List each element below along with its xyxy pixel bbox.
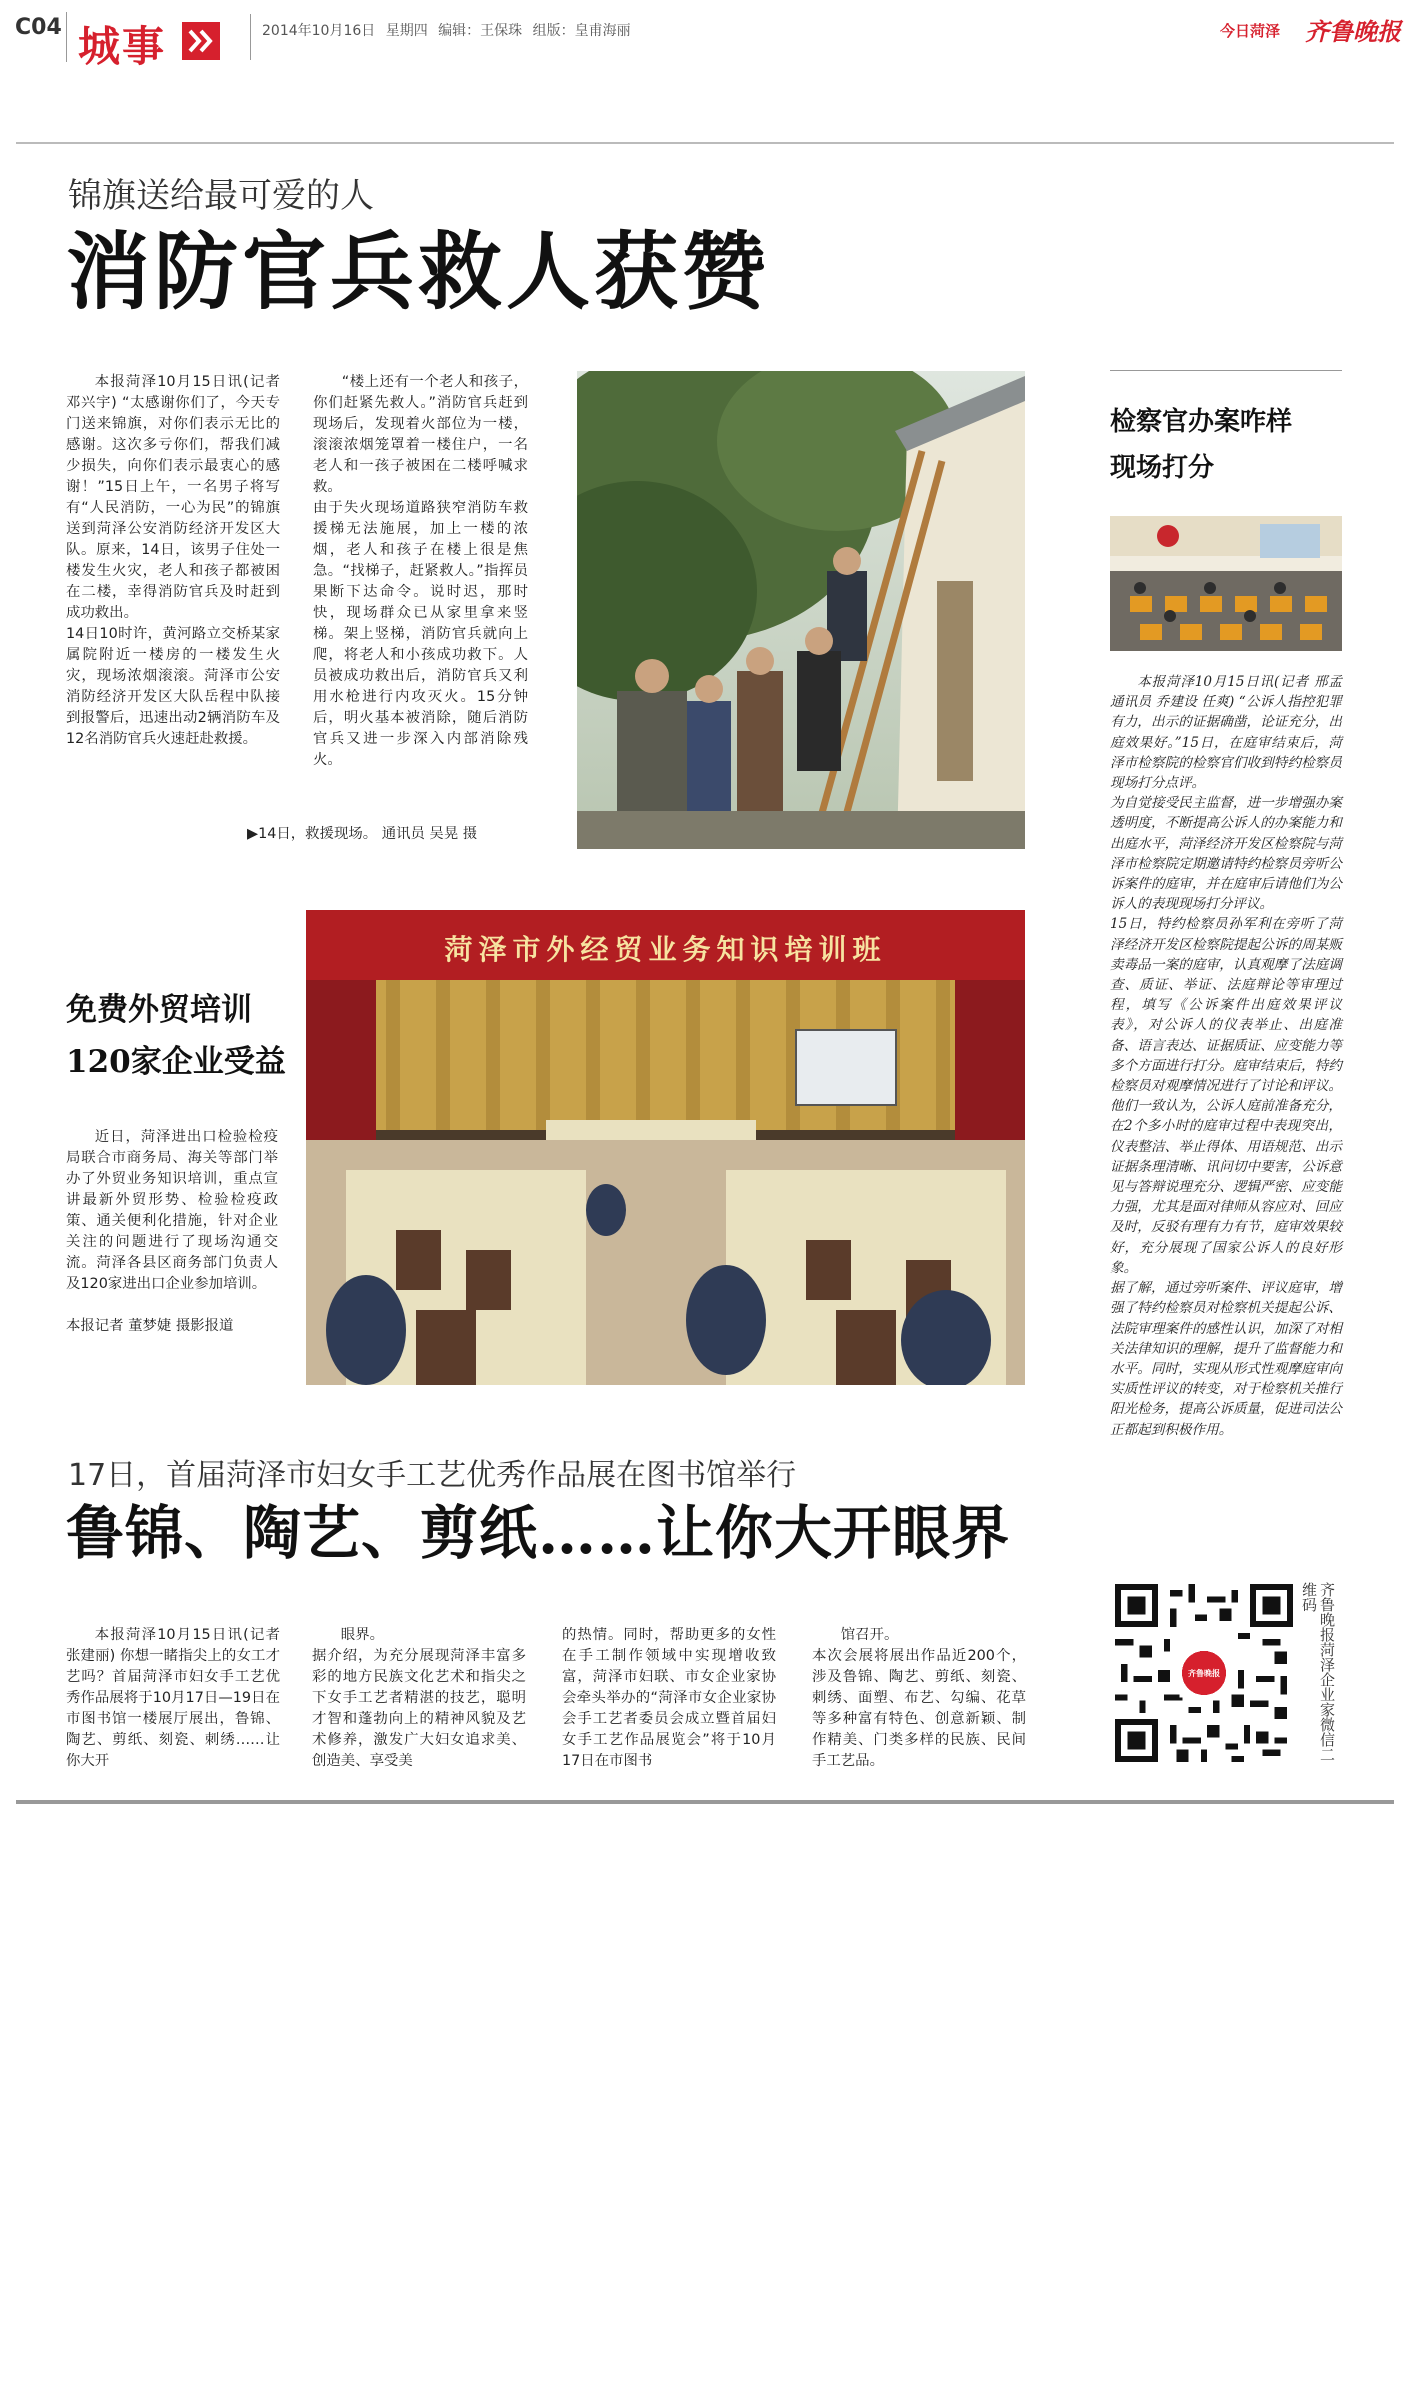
story3-kicker: 17日，首届菏泽市妇女手工艺优秀作品展在图书馆举行	[68, 1458, 797, 1493]
header-rule	[16, 142, 1394, 144]
section-title: 城事	[78, 22, 167, 71]
double-chevron-icon	[182, 22, 220, 60]
training-class-photo	[306, 910, 1025, 1385]
story2-title-line1: 免费外贸培训	[66, 992, 252, 1028]
story1-headline: 消防官兵救人获赞	[66, 222, 771, 321]
story1-kicker: 锦旗送给最可爱的人	[68, 176, 374, 216]
courtroom-photo	[1110, 516, 1342, 651]
story3-column-1: 本报菏泽10月15日讯(记者 张建丽) 你想一睹指尖上的女工才艺吗？首届菏泽市妇女手工艺优秀作品展将于10月17日—19日在市图书馆一楼展厅展出，鲁锦、陶艺、剪纸、刻瓷、刺绣……让你大开	[66, 1627, 280, 1769]
sidebar-title-line2: 现场打分	[1110, 453, 1215, 483]
story3-column-2: 眼界。 据介绍，为充分展现菏泽丰富多彩的地方民族文化艺术和指尖之下女手工艺者精湛的技艺，聪明才智和蓬勃向上的精神风貌及艺术修养，激发广大妇女追求美、创造美、享受美	[312, 1627, 526, 1769]
today-label: 今日菏泽	[1220, 22, 1281, 40]
issue-meta: 2014年10月16日 星期四 编辑：王保珠 组版：皇甫海丽	[262, 23, 631, 39]
story2-byline: 本报记者 董梦婕 摄影报道	[66, 1318, 234, 1334]
story3-headline: 鲁锦、陶艺、剪纸……让你大开眼界	[66, 1499, 1011, 1567]
fire-rescue-photo	[577, 371, 1025, 849]
section-brand	[78, 10, 238, 71]
header-divider	[66, 12, 67, 62]
story2-text: 近日，菏泽进出口检验检疫局联合市商务局、海关等部门举办了外贸业务知识培训，重点宣讲最新外贸形势、检验检疫政策、通关便利化措施，针对企业关注的问题进行了现场沟通交流。菏泽各县区商务部门负责人及120家进出口企业参加培训。	[66, 1129, 278, 1292]
story1-column-2: “楼上还有一个老人和孩子，你们赶紧先救人。”消防官兵赶到现场后，发现着火部位为一楼，滚滚浓烟笼罩着一楼住户，一名老人和一孩子被困在二楼呼喊求救。 由于失火现场道路狭窄消防车救援梯无法施展，加上一楼的浓烟，老人和孩子在楼上很是焦急。“找梯子，赶紧救人。”指挥员果断下达命令。说时迟，那时快，现场群众已从家里拿来竖梯。架上竖梯，消防官兵就向上爬，将老人和小孩成功救下。人员被成功救出后，消防官兵又利用水枪进行内攻灭火。15分钟后，明火基本被消除，随后消防官兵又进一步深入内部消除残火。	[313, 374, 528, 768]
qr-caption: 齐鲁晚报菏泽企业家微信二维码	[1300, 1582, 1336, 1762]
story1-photo-caption: ▶14日，救援现场。 通讯员 吴晃 摄	[247, 826, 478, 842]
newspaper-logo: 齐鲁晚报	[1305, 17, 1401, 46]
training-banner-text: 菏泽市外经贸业务知识培训班	[444, 933, 887, 966]
story2-title-line2: 120家企业受益	[66, 1044, 286, 1080]
story3-column-3: 的热情。同时，帮助更多的女性在手工制作领域中实现增收致富，菏泽市妇联、市女企业家协会牵头举办的“菏泽市女企业家协会手工艺者委员会成立暨首届妇女手工艺作品展览会”将于10月17日在市图书	[562, 1627, 776, 1769]
sidebar-text: 本报菏泽10月15日讯(记者 邢孟 通讯员 乔建设 任爽) “公诉人指控犯罪有力，出示的证据确凿，论证充分，出庭效果好。”15日，在庭审结束后，菏泽市检察院的检察官们收到特约检察员现场打分点评。 为自觉接受民主监督，进一步增强办案透明度，不断提高公诉人的办案能力和出庭水平，菏泽经济开发区检察院与菏泽市检察院定期邀请特约检察员旁听公诉案件的庭审，并在庭审后请他们为公诉人的表现现场打分评议。 15日，特约检察员孙军利在旁听了菏泽经济开发区检察院提起公诉的周某贩卖毒品一案的庭审，认真观摩了法庭调查、质证、举证、法庭辩论等审理过程，填写《公诉案件出庭效果评议表》，对公诉人的仪表举止、出庭准备、语言表达、证据质证、应变能力等多个方面进行打分。庭审结束后，特约检察员对观摩情况进行了讨论和评议。他们一致认为，公诉人庭前准备充分，在2个多小时的庭审过程中表现突出，仪表整洁、举止得体、用语规范、出示证据条理清晰、讯问切中要害，公诉意见与答辩说理充分、逻辑严密、应变能力强，尤其是面对律师从容应对、回应及时，反驳有理有力有节，庭审效果较好，充分展现了国家公诉人的良好形象。 据了解，通过旁听案件、评议庭审，增强了特约检察员对检察机关提起公诉、法院审理案件的感性认识，加深了对相关法律知识的理解，提升了监督能力和水平。同时，实现从形式性观摩庭审向实质性评议的转变，对于检察机关推行阳光检务，提高公诉质量，促进司法公正都起到积极作用。	[1110, 674, 1342, 1438]
story1-column-1: 本报菏泽10月15日讯(记者 邓兴宇) “太感谢你们了，今天专门送来锦旗，对你们表示无比的感谢。这次多亏你们，帮我们减少损失，向你们表示最衷心的感谢！”15日上午，一名男子将写有“人民消防，一心为民”的锦旗送到菏泽公安消防经济开发区大队。原来，14日，该男子住处一楼发生火灾，老人和孩子都被困在二楼，幸得消防官兵及时赶到成功救出。 14日10时许，黄河路立交桥某家属院附近一楼房的一楼发生火灾，现场浓烟滚滚。菏泽市公安消防经济开发区大队岳程中队接到报警后，迅速出动2辆消防车及12名消防官兵火速赶赴救援。	[66, 374, 280, 747]
header-divider	[250, 14, 251, 60]
page-number: C04	[15, 15, 62, 40]
qr-code	[1115, 1584, 1293, 1762]
qr-badge: 齐鲁晚报	[1188, 1669, 1220, 1678]
footer-rule	[16, 1800, 1394, 1804]
story3-column-4: 馆召开。 本次会展将展出作品近200个，涉及鲁锦、陶艺、剪纸、刻瓷、刺绣、面塑、布艺、勾编、花草等多种富有特色、创意新颖、制作精美、门类多样的民族、民间手工艺品。	[812, 1627, 1026, 1769]
sidebar-title-line1: 检察官办案咋样	[1110, 407, 1293, 437]
sidebar-rule	[1110, 370, 1342, 371]
